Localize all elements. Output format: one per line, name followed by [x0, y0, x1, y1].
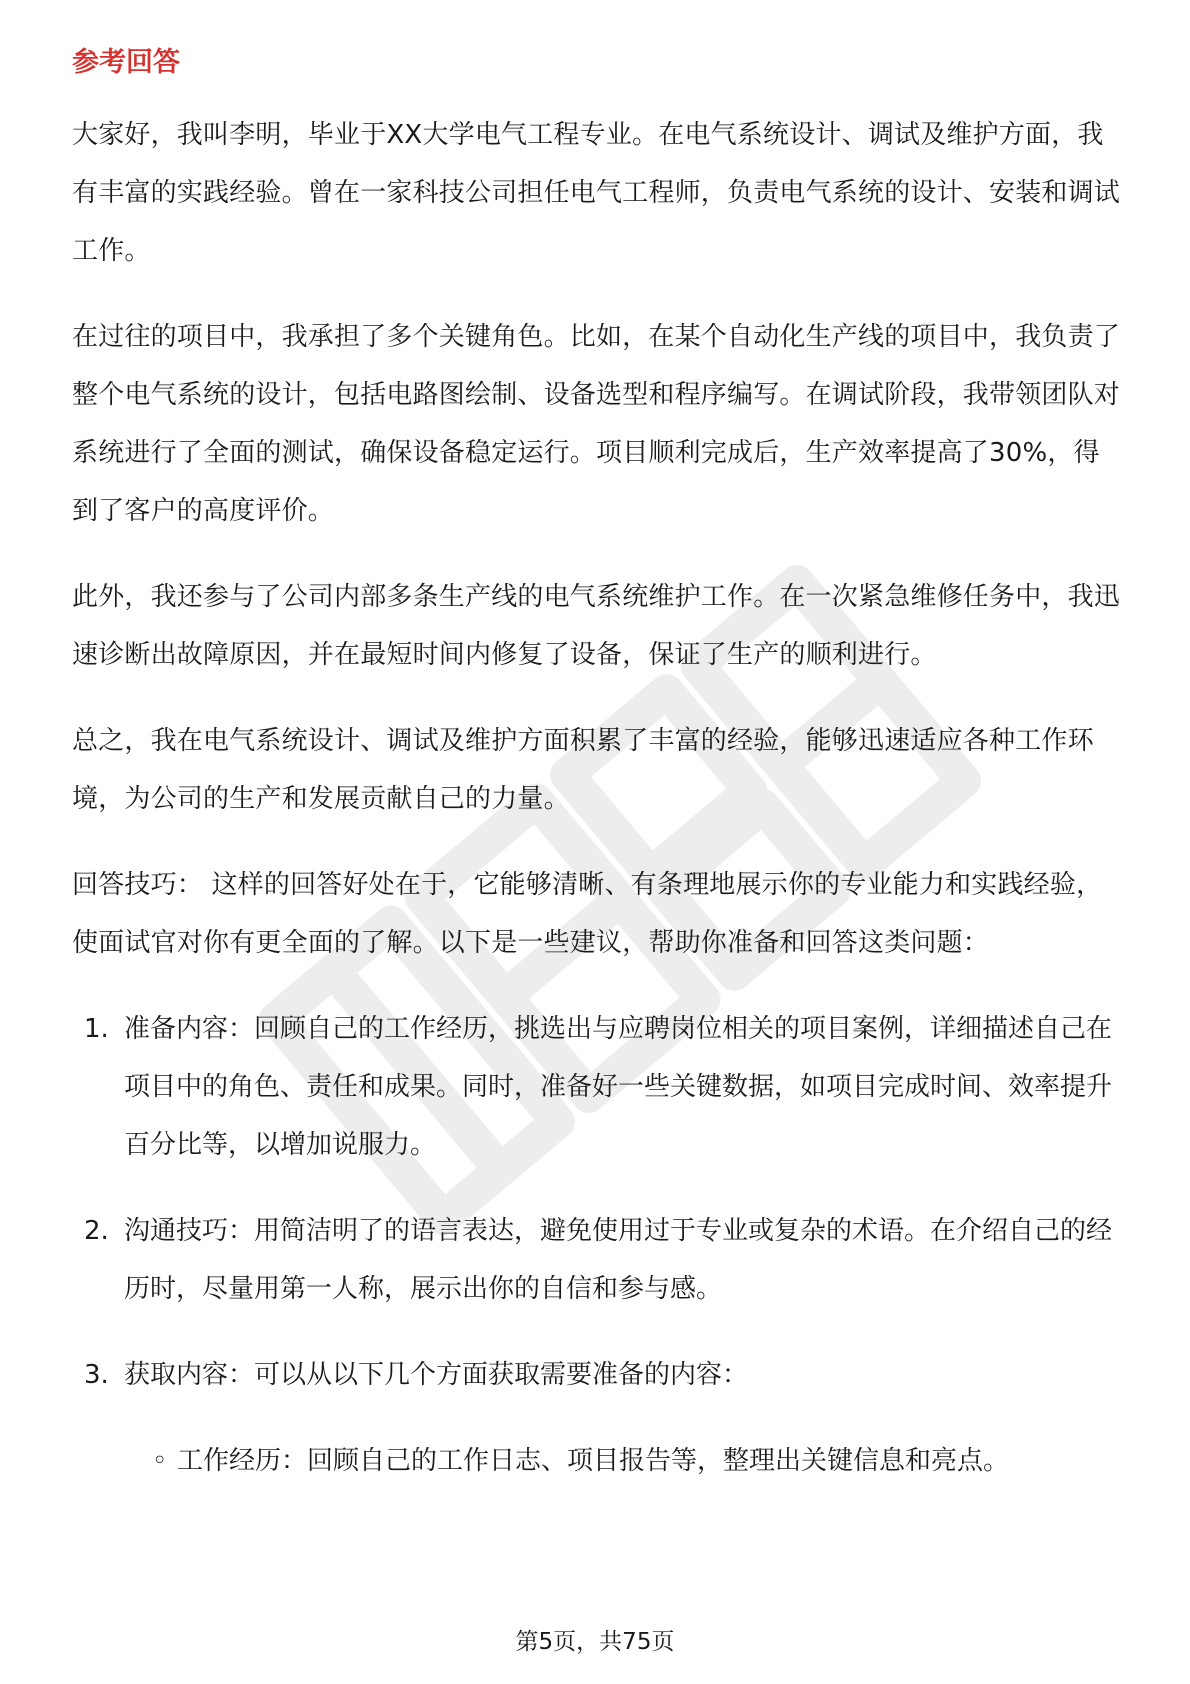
- list-item: [72, 1000, 1120, 1174]
- list-number: 3.: [84, 1360, 109, 1390]
- section-heading: 参考回答: [72, 47, 180, 78]
- list-number: 1.: [84, 1014, 109, 1044]
- paragraph-projects: 在过往的项目中，我承担了多个关键角色。比如，在某个自动化生产线的项目中，我负责了整个电气系统的设计，包括电路图绘制、设备选型和程序编写。在调试阶段，我带领团队对系统进行了全面的测试，确保设备稳定运行。项目顺利完成后，生产效率提高了30%，得到了客户的高度评价。: [72, 322, 1121, 526]
- paragraph-maintenance: 此外，我还参与了公司内部多条生产线的电气系统维护工作。在一次紧急维修任务中，我迅速诊断出故障原因，并在最短时间内修复了设备，保证了生产的顺利进行。: [72, 582, 1121, 670]
- list-item-text: 获取内容：可以从以下几个方面获取需要准备的内容：: [124, 1360, 749, 1390]
- list-item: [72, 1202, 1120, 1318]
- document-body: [72, 44, 1120, 1490]
- list-item: [72, 1346, 1120, 1404]
- list-number: 2.: [84, 1216, 109, 1246]
- paragraph-intro: 大家好，我叫李明，毕业于XX大学电气工程专业。在电气系统设计、调试及维护方面，我有丰富的实践经验。曾在一家科技公司担任电气工程师，负责电气系统的设计、安装和调试工作。: [72, 120, 1121, 266]
- sub-list-item: [72, 1432, 1120, 1490]
- list-item-text: 准备内容：回顾自己的工作经历，挑选出与应聘岗位相关的项目案例，详细描述自己在项目中的角色、责任和成果。同时，准备好一些关键数据，如项目完成时间、效率提升百分比等，以增加说服力。: [124, 1014, 1113, 1160]
- paragraph-summary: 总之，我在电气系统设计、调试及维护方面积累了丰富的经验，能够迅速适应各种工作环境，为公司的生产和发展贡献自己的力量。: [72, 726, 1094, 814]
- sub-list-item-text: 工作经历：回顾自己的工作日志、项目报告等，整理出关键信息和亮点。: [177, 1446, 1010, 1476]
- tips-list: [72, 1000, 1120, 1404]
- list-item-text: 沟通技巧：用简洁明了的语言表达，避免使用过于专业或复杂的术语。在介绍自己的经历时，尽量用第一人称，展示出你的自信和参与感。: [124, 1216, 1113, 1304]
- hollow-bullet-icon: ◦: [152, 1446, 168, 1476]
- paragraph-tips: 回答技巧： 这样的回答好处在于，它能够清晰、有条理地展示你的专业能力和实践经验，使面试官对你有更全面的了解。以下是一些建议，帮助你准备和回答这类问题：: [72, 870, 1103, 958]
- page-footer: 第5页，共75页: [515, 1629, 675, 1655]
